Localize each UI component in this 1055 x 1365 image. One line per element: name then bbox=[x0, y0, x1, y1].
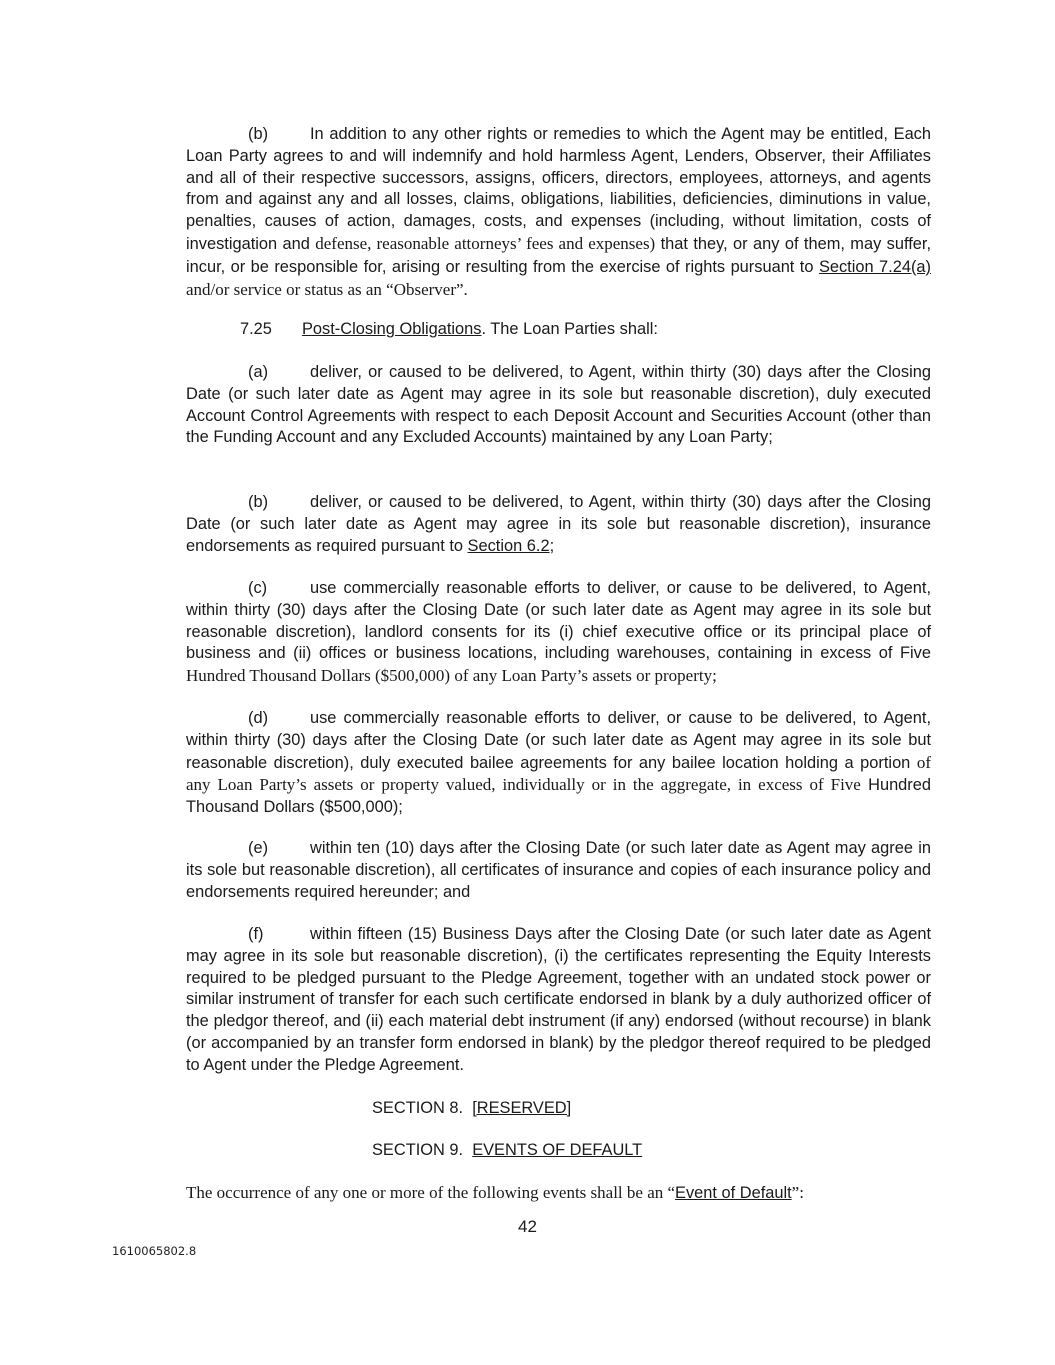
item-text: within ten (10) days after the Closing Date (or such later date as Agent may agree in its sole but reasonable discretion), all certificates of insurance and copies of each insurance policy and endorsements required hereunder; and bbox=[186, 839, 931, 901]
item-label: (d) bbox=[248, 709, 269, 727]
paragraph-text: that they, or any of them, may suffer, incur, or be responsible for, arising or resulting from the exercise of rights pursuant to bbox=[186, 234, 932, 276]
page-number: 42 bbox=[518, 1217, 537, 1236]
section-title: EVENTS OF DEFAULT bbox=[472, 1141, 643, 1159]
section-number: 7.25 bbox=[240, 320, 272, 338]
item-text-end: Hundred Thousand Dollars ($500,000); bbox=[186, 776, 931, 817]
section-8-heading bbox=[372, 1097, 571, 1119]
list-item-f bbox=[186, 924, 931, 1077]
item-label: (b) bbox=[248, 493, 269, 511]
section-9-heading bbox=[372, 1139, 642, 1161]
item-label: (e) bbox=[248, 839, 269, 857]
document-id: 1610065802.8 bbox=[112, 1244, 197, 1258]
item-text-serif: Hundred Thousand Dollars ($500,000) of any Loan Party’s assets or property; bbox=[186, 666, 717, 686]
section-prefix: SECTION 8. bbox=[372, 1099, 464, 1117]
section-7-25-heading bbox=[186, 319, 931, 341]
item-text: within fifteen (15) Business Days after the Closing Date (or such later date as Agent may agree in its sole but reasonable discretion), (i) the certificates representing the Equity Interests required to be pledged pursuant to the Pledge Agreement, together with an undated stock power or similar instrument of transfer for each such certificate endorsed in blank by a duly authorized officer of the pledgor thereof, and (ii) each material debt instrument (if any) endorsed (without recourse) in blank (or accompanied by an transfer form endorsed in blank) by the pledgor thereof required to be pledged to Agent under the Pledge Agreement. bbox=[186, 925, 931, 1074]
paragraph-text: In addition to any other rights or remedies to which the Agent may be entitled, Each Loan Party agrees to and will indemnify and hold harmless Agent, Lenders, Observer, their Affiliates and all of their respective successors, assigns, officers, directors, employees, attorneys, and agents from and against any and all losses, claims, obligations, liabilities, deficiencies, diminutions in value, penalties, causes of action, damages, costs, and expenses (including, without limitation, costs of investigation and bbox=[186, 125, 931, 253]
item-text: use commercially reasonable efforts to deliver, or cause to be delivered, to Agent, within thirty (30) days after the Closing Date (or such later date as Agent may agree in its sole but reasonable discretion), landlord consents for its (i) chief executive office or its principal place of business and (ii) offices or business locations, including warehouses, containing in excess of Five bbox=[186, 579, 931, 663]
item-label: (c) bbox=[248, 579, 268, 597]
section-title: Post-Closing Obligations bbox=[302, 320, 482, 338]
list-item-c bbox=[186, 578, 931, 688]
paragraph-text-serif: defense, reasonable attorneys’ fees and expenses) bbox=[315, 233, 656, 253]
list-item-e bbox=[186, 838, 931, 903]
paragraph-text-serif: and/or service or status as an “Observer”. bbox=[186, 279, 468, 299]
indemnity-paragraph bbox=[186, 124, 931, 301]
item-text-end: ; bbox=[549, 536, 555, 555]
item-label: (b) bbox=[248, 125, 269, 143]
intro-text-end: ”: bbox=[791, 1183, 804, 1202]
intro-text: The occurrence of any one or more of the following events shall be an “ bbox=[186, 1183, 676, 1202]
item-text: use commercially reasonable efforts to deliver, or cause to be delivered, to Agent, within thirty (30) days after the Closing Date (or such later date as Agent may agree in its sole but reasonable discretion), duly executed bailee agreements for any bailee location holding a portion bbox=[186, 709, 931, 772]
section-lead: . The Loan Parties shall: bbox=[481, 320, 658, 338]
item-label: (a) bbox=[248, 363, 269, 381]
events-of-default-intro bbox=[186, 1182, 931, 1205]
section-reference-link[interactable]: Section 7.24(a) bbox=[818, 257, 931, 276]
section-prefix: SECTION 9. bbox=[372, 1141, 464, 1159]
item-text: deliver, or caused to be delivered, to Agent, within thirty (30) days after the Closing Date (or such later date as Agent may agree in its sole but reasonable discretion), duly executed Account Control Agreements with respect to each Deposit Account and Securities Account (other than the Funding Account and any Excluded Accounts) maintained by any Loan Party; bbox=[186, 363, 931, 447]
list-item-d bbox=[186, 708, 931, 819]
item-text: deliver, or caused to be delivered, to Agent, within thirty (30) days after the Closing Date (or such later date as Agent may agree in its sole but reasonable discretion), insurance endorsements as required pursuant to bbox=[186, 493, 931, 555]
list-item-a bbox=[186, 362, 931, 449]
defined-term: Event of Default bbox=[675, 1184, 792, 1202]
list-item-b bbox=[186, 492, 931, 557]
section-title: [RESERVED] bbox=[472, 1099, 572, 1117]
section-reference-link[interactable]: Section 6.2 bbox=[467, 536, 550, 555]
item-text-serif: of any Loan Party’s assets or property valued, individually or in the aggregate, in excess of Five bbox=[186, 752, 931, 795]
item-label: (f) bbox=[248, 925, 264, 943]
